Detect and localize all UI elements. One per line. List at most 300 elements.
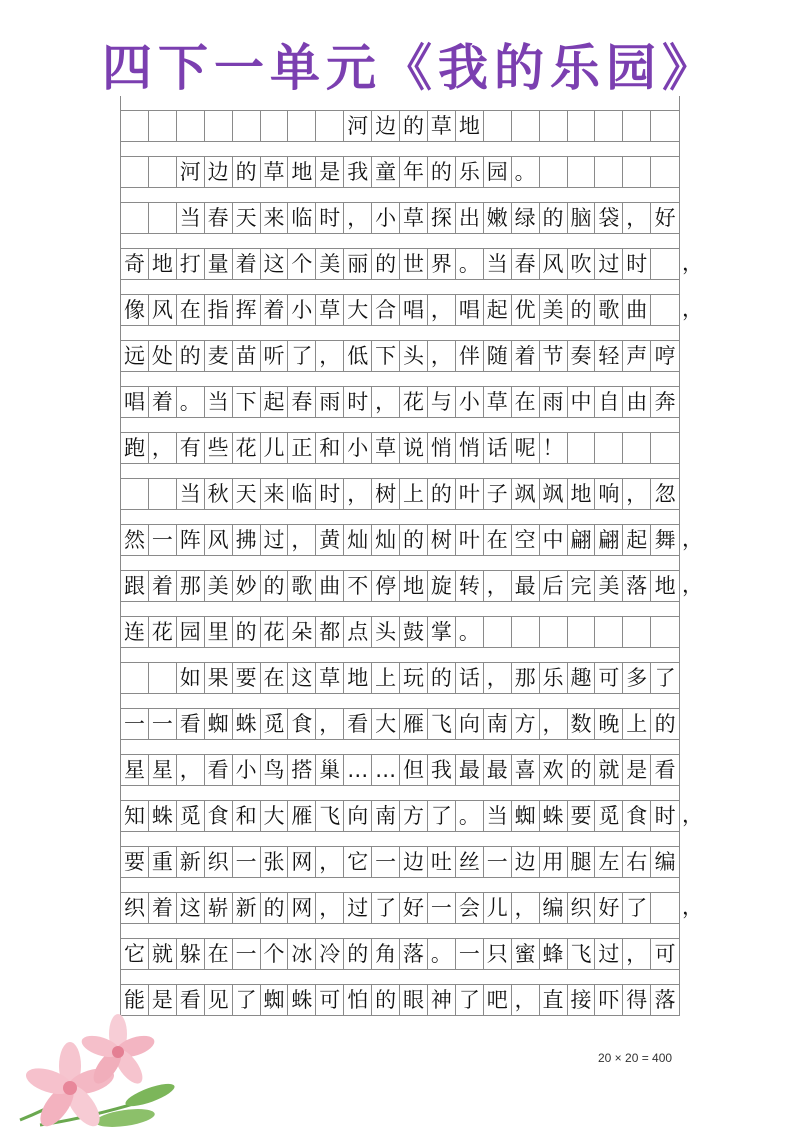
grid-cell: 起 <box>261 387 289 417</box>
grid-cell <box>540 157 568 187</box>
grid-cell: 节 <box>540 341 568 371</box>
grid-cell: 天 <box>233 203 261 233</box>
grid-cell: 怕 <box>344 985 372 1015</box>
grid-cell: 腿 <box>568 847 596 877</box>
grid-cell: 里 <box>205 617 233 647</box>
grid-cell: 下 <box>233 387 261 417</box>
grid-cell: 躲 <box>177 939 205 969</box>
grid-cell: ， <box>344 479 372 509</box>
grid-cell: 它 <box>121 939 149 969</box>
grid-cell: 觅 <box>595 801 623 831</box>
grid-cell: 方 <box>400 801 428 831</box>
grid-cell: 时 <box>344 387 372 417</box>
grid-cell: 过 <box>595 939 623 969</box>
grid-cell: 。 <box>456 801 484 831</box>
grid-cell: 看 <box>344 709 372 739</box>
grid-cell: 乐 <box>456 157 484 187</box>
grid-cell: 草 <box>316 663 344 693</box>
grid-cell: 随 <box>484 341 512 371</box>
grid-cell: 食 <box>288 709 316 739</box>
grid-row <box>120 616 680 648</box>
grid-cell: 看 <box>177 985 205 1015</box>
grid-cell <box>568 433 596 463</box>
grid-cell: ， <box>540 709 568 739</box>
grid-gap <box>120 188 680 202</box>
grid-cell: ， <box>428 341 456 371</box>
grid-cell: 雁 <box>400 709 428 739</box>
grid-cell: ， <box>623 479 651 509</box>
grid-gap <box>120 142 680 156</box>
grid-cell: 春 <box>512 249 540 279</box>
grid-cell: 年 <box>400 157 428 187</box>
grid-cell: 的 <box>540 203 568 233</box>
grid-cell: 在 <box>484 525 512 555</box>
grid-cell <box>623 157 651 187</box>
grid-cell: 就 <box>149 939 177 969</box>
grid-cell: 话 <box>484 433 512 463</box>
grid-cell: ， <box>177 755 205 785</box>
grid-cell: ， <box>372 387 400 417</box>
grid-paper <box>120 96 680 1032</box>
grid-cell: 丝 <box>456 847 484 877</box>
grid-cell: 的 <box>654 712 676 736</box>
grid-cell: 指 <box>205 295 233 325</box>
grid-cell: 草 <box>261 157 289 187</box>
grid-cell: 当 <box>177 479 205 509</box>
grid-cell: 雨 <box>316 387 344 417</box>
grid-cell: 合 <box>372 295 400 325</box>
grid-cell: 出 <box>456 203 484 233</box>
lily-flower-decoration <box>0 1000 200 1133</box>
grid-cell: 了 <box>233 985 261 1015</box>
grid-cell <box>149 479 177 509</box>
grid-cell: 小 <box>233 755 261 785</box>
grid-cell: 一 <box>233 939 261 969</box>
grid-cell: 蜘 <box>512 801 540 831</box>
grid-cell: 灿 <box>372 525 400 555</box>
grid-cell <box>651 433 679 463</box>
grid-cell: 下 <box>372 341 400 371</box>
grid-cell: 飒 <box>540 479 568 509</box>
grid-gap <box>120 326 680 340</box>
grid-cell <box>233 111 261 141</box>
grid-cell: 落 <box>623 571 651 601</box>
grid-cell: 跑 <box>121 433 149 463</box>
grid-cell: 了 <box>372 893 400 923</box>
grid-cell: 的 <box>428 157 456 187</box>
grid-cell: 用 <box>540 847 568 877</box>
grid-cell: 临 <box>288 203 316 233</box>
grid-cell: 唱 <box>456 295 484 325</box>
grid-cell: 拂 <box>233 525 261 555</box>
grid-cell: 在 <box>177 295 205 325</box>
grid-cell: 南 <box>484 709 512 739</box>
grid-cell <box>121 663 149 693</box>
grid-cell: 是 <box>316 157 344 187</box>
grid-cell: 美 <box>595 571 623 601</box>
grid-cell: 有 <box>177 433 205 463</box>
grid-cell: 当 <box>484 249 512 279</box>
grid-cell: 叶 <box>456 479 484 509</box>
grid-cell: 唱 <box>121 387 149 417</box>
grid-row <box>120 846 680 878</box>
grid-cell: 眼 <box>400 985 428 1015</box>
grid-cell: 它 <box>344 847 372 877</box>
grid-cell: 新 <box>177 847 205 877</box>
grid-cell: 来 <box>261 479 289 509</box>
grid-cell <box>651 893 679 923</box>
grid-cell: ， <box>316 341 344 371</box>
grid-cell: 跟 <box>121 571 149 601</box>
grid-cell: 大 <box>344 295 372 325</box>
grid-cell: 吹 <box>568 249 596 279</box>
grid-cell <box>484 111 512 141</box>
grid-cell <box>540 617 568 647</box>
grid-cell: 的 <box>261 893 289 923</box>
grid-cell: 空 <box>512 525 540 555</box>
grid-cell: 的 <box>344 939 372 969</box>
grid-cell: 草 <box>372 433 400 463</box>
grid-cell: 。 <box>428 939 456 969</box>
grid-cell: 奔 <box>654 390 676 414</box>
grid-gap <box>120 234 680 248</box>
grid-cell: 悄 <box>428 433 456 463</box>
grid-cell: 了 <box>654 666 676 690</box>
grid-cell: 那 <box>512 663 540 693</box>
grid-cell: 向 <box>456 709 484 739</box>
grid-row <box>120 110 680 142</box>
grid-cell: 方 <box>512 709 540 739</box>
grid-cell: 飞 <box>316 801 344 831</box>
grid-cell: 地 <box>149 249 177 279</box>
grid-cell: 唱 <box>400 295 428 325</box>
grid-count-label: 20 × 20 = 400 <box>598 1051 673 1065</box>
grid-cell: 。 <box>456 617 484 647</box>
grid-cell: 一 <box>484 847 512 877</box>
grid-cell <box>121 479 149 509</box>
grid-cell: ， <box>288 525 316 555</box>
grid-cell: 这 <box>261 249 289 279</box>
grid-cell: 掌 <box>428 617 456 647</box>
grid-cell: 趣 <box>568 663 596 693</box>
grid-cell: 起 <box>484 295 512 325</box>
grid-cell: 蛛 <box>149 801 177 831</box>
grid-cell: 来 <box>261 203 289 233</box>
grid-cell: 探 <box>428 203 456 233</box>
grid-cell: 蜘 <box>261 985 289 1015</box>
grid-gap <box>120 878 680 892</box>
grid-cell <box>149 203 177 233</box>
grid-cell: 一 <box>428 893 456 923</box>
grid-cell: 这 <box>177 893 205 923</box>
grid-cell <box>651 295 679 325</box>
grid-cell: 食 <box>205 801 233 831</box>
grid-cell: 当 <box>484 801 512 831</box>
grid-cell: 蜜 <box>512 939 540 969</box>
grid-cell: 。 <box>177 387 205 417</box>
grid-cell: 转 <box>456 571 484 601</box>
grid-cell: ， <box>512 985 540 1015</box>
grid-cell: 网 <box>288 847 316 877</box>
grid-cell: 飒 <box>512 479 540 509</box>
grid-cell: 玩 <box>400 663 428 693</box>
grid-cell: 的 <box>428 663 456 693</box>
grid-cell: 后 <box>540 571 568 601</box>
grid-cell: 和 <box>316 433 344 463</box>
grid-cell: 都 <box>316 617 344 647</box>
grid-cell: 巢 <box>316 755 344 785</box>
grid-cell: 远 <box>121 341 149 371</box>
grid-cell: 多 <box>623 663 651 693</box>
grid-cell: 要 <box>568 801 596 831</box>
grid-cell: 量 <box>205 249 233 279</box>
grid-cell: 界 <box>428 249 456 279</box>
grid-cell <box>623 111 651 141</box>
grid-cell: 连 <box>121 617 149 647</box>
overflow-punctuation: ， <box>682 573 703 597</box>
grid-cell: 那 <box>177 571 205 601</box>
grid-cell: 雁 <box>288 801 316 831</box>
grid-gap <box>120 970 680 984</box>
grid-cell: 的 <box>261 571 289 601</box>
grid-cell <box>540 111 568 141</box>
grid-cell: 处 <box>149 341 177 371</box>
grid-cell <box>288 111 316 141</box>
grid-cell <box>568 617 596 647</box>
grid-cell: 草 <box>316 295 344 325</box>
grid-cell: 冰 <box>288 939 316 969</box>
grid-cell <box>651 157 679 187</box>
grid-gap <box>120 372 680 386</box>
grid-cell: 飞 <box>428 709 456 739</box>
grid-cell: 时 <box>654 804 676 828</box>
grid-cell: 如 <box>177 663 205 693</box>
grid-cell: 的 <box>400 111 428 141</box>
grid-row <box>120 202 680 234</box>
grid-cell: 这 <box>288 663 316 693</box>
grid-cell: 喜 <box>512 755 540 785</box>
grid-cell <box>121 157 149 187</box>
grid-cell: 的 <box>568 295 596 325</box>
grid-gap <box>120 464 680 478</box>
grid-row <box>120 892 680 924</box>
grid-cell: 着 <box>261 295 289 325</box>
grid-cell: 美 <box>540 295 568 325</box>
grid-cell: 是 <box>149 985 177 1015</box>
grid-gap <box>120 740 680 754</box>
grid-cell: 花 <box>149 617 177 647</box>
grid-cell: 地 <box>400 571 428 601</box>
grid-cell: 我 <box>344 157 372 187</box>
grid-cell: ， <box>344 203 372 233</box>
grid-cell: ， <box>623 939 651 969</box>
grid-cell: 歌 <box>288 571 316 601</box>
grid-cell: 春 <box>288 387 316 417</box>
grid-cell: 果 <box>205 663 233 693</box>
grid-cell: 风 <box>205 525 233 555</box>
grid-cell: 歌 <box>595 295 623 325</box>
grid-cell: 着 <box>149 571 177 601</box>
grid-gap <box>120 280 680 294</box>
grid-cell: 见 <box>205 985 233 1015</box>
grid-cell: 鼓 <box>400 617 428 647</box>
grid-cell: 看 <box>205 755 233 785</box>
grid-row <box>120 386 680 418</box>
grid-cell: 织 <box>121 893 149 923</box>
grid-cell: 晚 <box>595 709 623 739</box>
grid-cell: 的 <box>568 755 596 785</box>
grid-gap <box>120 786 680 800</box>
grid-cell: 网 <box>288 893 316 923</box>
grid-cell: 的 <box>372 985 400 1015</box>
grid-cell: 由 <box>623 387 651 417</box>
grid-cell: 神 <box>428 985 456 1015</box>
grid-cell: 大 <box>261 801 289 831</box>
grid-cell: 崭 <box>205 893 233 923</box>
grid-cell: 忽 <box>654 482 676 506</box>
grid-cell: 头 <box>372 617 400 647</box>
grid-cell: 一 <box>456 939 484 969</box>
grid-cell: 打 <box>177 249 205 279</box>
grid-row <box>120 800 680 832</box>
grid-row <box>120 754 680 786</box>
grid-cell: 过 <box>595 249 623 279</box>
grid-cell: 花 <box>400 387 428 417</box>
grid-cell: 觅 <box>177 801 205 831</box>
grid-cell: 小 <box>344 433 372 463</box>
grid-cell: 一 <box>149 525 177 555</box>
grid-cell: 然 <box>121 525 149 555</box>
grid-cell <box>121 111 149 141</box>
grid-cell: 天 <box>233 479 261 509</box>
grid-gap <box>120 510 680 524</box>
grid-cell: 当 <box>177 203 205 233</box>
grid-row <box>120 708 680 740</box>
grid-cell: 上 <box>623 709 651 739</box>
grid-cell: 童 <box>372 157 400 187</box>
grid-gap <box>120 96 680 110</box>
grid-cell: 叶 <box>456 525 484 555</box>
grid-cell: 和 <box>233 801 261 831</box>
grid-cell: 蛛 <box>540 801 568 831</box>
grid-cell: 时 <box>316 479 344 509</box>
grid-cell: 声 <box>623 341 651 371</box>
grid-row <box>120 248 680 280</box>
grid-cell: 是 <box>623 755 651 785</box>
grid-cell: 袋 <box>595 203 623 233</box>
grid-gap <box>120 648 680 662</box>
grid-cell <box>316 111 344 141</box>
grid-cell: 可 <box>654 942 676 966</box>
grid-cell <box>595 433 623 463</box>
grid-cell: 一 <box>233 847 261 877</box>
grid-cell: 星 <box>149 755 177 785</box>
grid-cell: 中 <box>568 387 596 417</box>
grid-cell: 草 <box>428 111 456 141</box>
grid-cell: 的 <box>428 479 456 509</box>
grid-cell: 风 <box>540 249 568 279</box>
grid-row <box>120 938 680 970</box>
worksheet-title: 四下一单元《我的乐园》 <box>102 39 718 97</box>
grid-cell: 会 <box>456 893 484 923</box>
grid-cell: 的 <box>400 525 428 555</box>
grid-cell: 我 <box>428 755 456 785</box>
grid-cell: 接 <box>568 985 596 1015</box>
overflow-punctuation: ， <box>682 803 703 827</box>
grid-cell: ， <box>316 847 344 877</box>
grid-cell: 但 <box>400 755 428 785</box>
grid-cell: 要 <box>121 847 149 877</box>
grid-cell: 大 <box>372 709 400 739</box>
grid-cell: 自 <box>595 387 623 417</box>
grid-cell: 曲 <box>316 571 344 601</box>
grid-cell: 呢 <box>512 433 540 463</box>
grid-cell: 编 <box>540 893 568 923</box>
grid-cell: 欢 <box>540 755 568 785</box>
grid-cell: 边 <box>400 847 428 877</box>
grid-cell: 世 <box>400 249 428 279</box>
grid-cell: 落 <box>400 939 428 969</box>
grid-gap <box>120 602 680 616</box>
grid-cell: 话 <box>456 663 484 693</box>
grid-cell: 雨 <box>540 387 568 417</box>
grid-cell: 轻 <box>595 341 623 371</box>
grid-cell: 。 <box>456 249 484 279</box>
grid-cell: 时 <box>316 203 344 233</box>
grid-cell: 阵 <box>177 525 205 555</box>
grid-cell: 悄 <box>456 433 484 463</box>
grid-cell: 要 <box>233 663 261 693</box>
grid-cell <box>512 111 540 141</box>
grid-cell: 美 <box>205 571 233 601</box>
grid-cell: 就 <box>595 755 623 785</box>
grid-cell: 好 <box>654 206 676 230</box>
overflow-punctuation: ， <box>682 527 703 551</box>
grid-row <box>120 432 680 464</box>
grid-cell: 飞 <box>568 939 596 969</box>
grid-cell: 些 <box>205 433 233 463</box>
grid-cell: 舞 <box>654 528 676 552</box>
grid-cell: 重 <box>149 847 177 877</box>
grid-row <box>120 570 680 602</box>
grid-cell: 落 <box>654 988 676 1012</box>
grid-cell: 上 <box>372 663 400 693</box>
overflow-punctuation: ， <box>682 895 703 919</box>
grid-cell: 低 <box>344 341 372 371</box>
grid-cell: 儿 <box>484 893 512 923</box>
grid-cell: 伴 <box>456 341 484 371</box>
grid-cell: ！ <box>540 433 568 463</box>
grid-cell: 了 <box>623 893 651 923</box>
grid-cell: 得 <box>623 985 651 1015</box>
grid-cell: 着 <box>512 341 540 371</box>
grid-cell: 边 <box>512 847 540 877</box>
grid-cell <box>205 111 233 141</box>
grid-cell: 哼 <box>654 344 676 368</box>
grid-cell <box>595 157 623 187</box>
grid-cell: 秋 <box>205 479 233 509</box>
grid-cell: 丽 <box>344 249 372 279</box>
grid-cell: 冷 <box>316 939 344 969</box>
grid-cell: 黄 <box>316 525 344 555</box>
grid-cell: 正 <box>288 433 316 463</box>
grid-cell: 食 <box>623 801 651 831</box>
grid-cell: 好 <box>595 893 623 923</box>
grid-cell: 风 <box>149 295 177 325</box>
grid-cell: 听 <box>261 341 289 371</box>
grid-cell: 个 <box>288 249 316 279</box>
grid-cell: 过 <box>261 525 289 555</box>
